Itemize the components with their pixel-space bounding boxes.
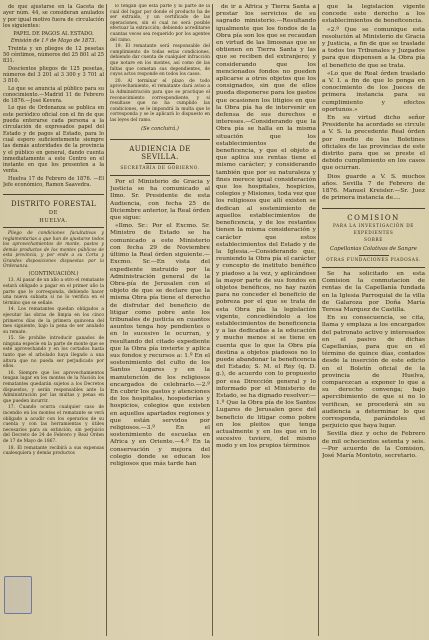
- paragraph: 20. Al terminar el plazo de todo aprovechamiento, el rematante dará aviso a la Administración para que se practique el reconocimiento correspondiente, y si resultase que no ha cumplido las condiciones, se le impondrá la multa que le corresponda y se le aplicará lo dispuesto en las leyes del ramo.: [110, 78, 210, 123]
- paragraph: 16. Siempre que los aprovechamientos tengan lugar en los montes de la Nación los rematantes quedarán sujetos a los Decretos dispuestos, y serán responsables ante la Administración por las multas y penas en que pueden incurrir.: [3, 370, 104, 404]
- section-title: DISTRITO FORESTAL: [10, 200, 97, 209]
- divider: [145, 163, 175, 164]
- paragraph: En su virtud dicho señor Presidente ha acordado se circule a V. S. la precedente Real órden por medio de los Boletines oficiales de las provincias de este distrito para que se preste el debido cumplimiento en los casos que ocurran.: [322, 115, 425, 172]
- paragraph: Dios guarde a V. S. muchos años. Sevilla 7 de Febrero de 1876. Manuel Kreisler.—Sr. Juez de primera instancia de....: [322, 173, 425, 202]
- paragraph: Doscientos pliegos de 125 pesetas, números del 3 201 al 3 300 y 3 701 al 3 810.: [3, 65, 104, 85]
- section-subtitle: OTRAS FUNDACIONES PIADOSAS.: [326, 257, 421, 263]
- section-subtitle: Capellanias Colativas de Sangre: [330, 246, 417, 253]
- section-subtitle: PARA LA INVESTIGACIÓN DE EXPEDIENTES: [333, 224, 414, 236]
- column-1: [3, 4, 104, 640]
- paragraph: Huelva 17 de Febrero de 1876. —El Jefe económico, Ramon Saavedra.: [3, 175, 104, 189]
- paragraph: 18. El rematante recibirá a sus expensas cualesquiera y demás productos: [3, 445, 104, 457]
- paragraph: de ir a Africa y Tierra Santa a prestar los servicios de su sagrado ministerio.—Resultando igualmente que los fondos de la Obra pía son los que se recaudan en virtud de las limosnas que se obtienen en Tierra Santa y las que se reciben del extranjero; y considerando que los mencionados fondos no pueden aplicarse a otros objetos que los consignados, sin que de ellos pueda disponerse para los gastos que ocasionen los litigios en que la Obra pía ha de intervenir en defensa de sus derechos e intereses.—Considerando que la Obra pía se halla en la misma situación que los establecimientos de beneficencia, y que el objeto a que aplica sus rentas tiene el mismo carácter; y considerando también que por su naturaleza y fines merece igual consideración que los hospitales, hospicios, colegios y Misiones, toda vez que los religiosos que allí existen se dedican al sostenimiento de aquellos establecimientos de beneficencia, y de los restantes tienen la misma consideración y carácter que estos establecimientos del Estado y de la Iglesia.—Considerando que, reuniendo la Obra pía el carácter y concepto de instituto benéfico y piadoso a la vez, y aplicándose la mayor parte de sus fondos en objetos benéficos, no hay razón para no conceder el beneficio de pobreza por el que se trata de esta Obra pía la legislación vigente, concediéndolo a los establecimientos de beneficencia y a las dedicadas a la educación y mucho menos si se tiene en cuenta que lo que la Obra pía destina a objetos piadosos no lo puede abandonar la beneficencia del Estado; S. M. el Rey (q. D. g.), de acuerdo con lo propuesto por esa Dirección general y lo informado por el Ministerio de Estado, se ha dignado resolver:—1.º Que la Obra pía de los Santos Lugares de Jerusalen goce del beneficio de litigar como pobre en los pleitos que tenga actualmente y en los que en lo sucesivo tuviere, del mismo modo y en los propios términos: [216, 4, 316, 450]
- column-3: [216, 4, 316, 640]
- column-divider: [212, 4, 213, 636]
- paragraph: 17. Cuando ocurra cualquier caso de incendio en los montes el rematante se verá obligado a acudir con los operarios de su cuenta y con las herramientas y útiles necesarios para su extinción, sin perjuicio del Decreto de 24 de Febrero y Real Orden de 17 de Mayo de 1867.: [3, 405, 104, 444]
- paragraph: Lo que de Ordenanza se publica en este periódico oficial con el fin de que pueda enterarse cada persona a la circulación de expresados papel del Estado y de pagos al Estado, para lo cual espero suficientemente siempre las demás autoridades de la provincia y el público en general, dando cuenta inmediatamente a este Centro en el instante en que los presenten a la venta.: [3, 105, 104, 175]
- subheading: Emisión de 1.º de Mayo de 1873.: [10, 38, 97, 45]
- paragraph: 14. Los rematantes quedan obligados a ejecutar las obras de limpia en los cinco primeros días de la primera quincena del mes siguiente, bajo la pena de ser anulado su remate.: [3, 307, 104, 335]
- section-header-box: [322, 208, 425, 267]
- library-stamp-icon: [4, 576, 32, 614]
- paragraph: Se ha solicitado en esta Comision la conmutacion de rentas de la Capellanía fundada en la Iglesia Parroquial de la villa de Galaroza por Doña María Teresa Marquez de Castilla.: [322, 270, 425, 313]
- paragraph: Treinta y un pliegos de 12 pesetas 50 céntimos, números del 25 801 al 25 831.: [3, 45, 104, 65]
- paragraph: 13. Al pasar de un año a otro el rematante estará obligado a pagar en el primer año la parte que le corresponda, debiendo hacer una nueva subasta si no lo verifica en el término que se señale.: [3, 278, 104, 306]
- paragraph: Por el Ministerio de Gracia y Justicia se ha comunicado al Ilmo. Sr. Presidente de esta Audiencia, con fecha 25 de Diciembre anterior, la Real órden que sigue:: [110, 179, 210, 222]
- section-subtitle: SOBRE: [364, 238, 383, 244]
- column-divider: [106, 4, 107, 636]
- column-2: [110, 4, 210, 640]
- paragraph: «Ilmo. Sr.: Por el Excmo. Sr. Ministro de Estado se ha comunicado a este Ministerio con fecha 29 de Noviembre último la Real órden siguiente.—Excmo. Sr.—En vista del expediente instruido por la Administración general de la Obra-pía de Jerusalen con el objeto de que se declare que la misma Obra pía tiene el derecho de disfrutar del beneficio de litigar como pobre ante los tribunales de justicia en cuantos asuntos tenga hoy pendientes o en lo sucesivo le ocurran, y resultando del citado expediente que la Obra pía invierte y aplica sus fondos y recursos a: 1.º En el sostenimiento del culto de los Santos Lugares y en la manutención de los religiosos encargados de celebrarlo.—2.º En cubrir los gastos y atenciones de los hospitales, hospederías y hospicios, colegios que existen en aquellos apartados regiones y que están servidos por religiosos.—3.º En el sostenimiento de escuelas en Africa y en Oriente.—4.º En la conservación y mejora del colegio donde se educan los religiosos que más tarde han: [110, 223, 210, 467]
- section-title: COMISION: [347, 214, 400, 223]
- paragraph: 15. Se prohibe introducir ganados de ninguna especie en la parte de monte que se esté aprovechando y en los cortados hasta tanto que el arbolado haya llegado a una altura que no pueda ser perjudicado por ellos.: [3, 336, 104, 370]
- paragraph: «Lo que de Real órden traslado a V. I. a fin de que lo ponga en conocimiento de los Jueces de primera instancia para su cumplimiento y efectos oportunos.»: [322, 70, 425, 113]
- paragraph: Lo que se anuncia al público para su conocimiento.—Madrid 11 de Febrero de 1876.—José Kevera.: [3, 85, 104, 105]
- section-subtitle: SECRETARÍA DE GOBIERNO.: [120, 165, 200, 171]
- section-subtitle: HUELVA.: [39, 217, 68, 224]
- paragraph: En su consecuencia, se cita, llama y emplaza a los encargados del patronato activo y interesados en el pasivo de dichas Capellanías, para que en el término de quince días, contados desde la inserción de este edicto en el Boletín oficial de la provincia de Huelva, comparezcan a exponer lo que a su derecho convenga; bajo apercibimiento de que si no lo verifican, se procederá sin su audiencia a determinar lo que corresponda, parándoles el perjuicio que haya lugar.: [322, 315, 425, 430]
- paragraph: Sevilla diez y ocho de Febrero de mil ochocientos setenta y seis.—Por acuerdo de la Comision, José María Montoto, secretario.: [322, 431, 425, 460]
- paragraph: de que ajustarse en la Gaceta de ayer núm. 44, se consideran anulados y por igual motivo fuera de circulación los siguientes:: [3, 4, 104, 29]
- continued-note: (Se concluirá.): [141, 126, 179, 133]
- section-subtitle: DE: [48, 210, 59, 217]
- paragraph: que la legislación vigente concede este derecho a los establecimientos de beneficencia.: [322, 4, 425, 25]
- section-header-box: [110, 139, 210, 176]
- section-header-box: [3, 194, 104, 228]
- divider: [359, 255, 389, 256]
- section-heading: PAPEL DE PAGOS AL ESTADO.: [13, 31, 94, 38]
- paragraph: lo tengan que esta parte y ni parte de la cual del lugar por donde el producto ha de ser extraído, y un certificado de las operaciones, sin el cual no será posible efectuar la extracción; debiendo acreditarse cuantas veces sea requerido por los agentes del ramo.: [110, 4, 210, 43]
- column-4: [322, 4, 425, 640]
- section-title: AUDIENCIA DE SEVILLA.: [129, 144, 191, 161]
- column-divider: [318, 4, 319, 636]
- continuation-label: (CONTINUACIÓN.): [28, 271, 79, 278]
- paragraph: «2.º Que se comunique esta resolución al Ministerio de Gracia y Justicia, a fin de que se traslade a todos los Tribunales y Juzgados para que dispensen a la Obra pía el beneficio de que se trata.: [322, 26, 425, 69]
- paragraph: Pliego de condiciones facultativas y reglamentarias a que han de ajustarse todos los aprovechamientos de monte, pastos y demás productos de los montes públicos de esta provincia, y por ende a su Corta y Grandes disposiciones dispuestas por la Ordenanza.: [3, 230, 104, 270]
- paragraph: 19. El rematante será responsable del cumplimiento de todas estas condiciones, debiendo dar cuenta de cualquier infracción que notare en los montes, así como de las faltas que cometan sus dependientes, de cuyos actos responde en todos los casos.: [110, 44, 210, 78]
